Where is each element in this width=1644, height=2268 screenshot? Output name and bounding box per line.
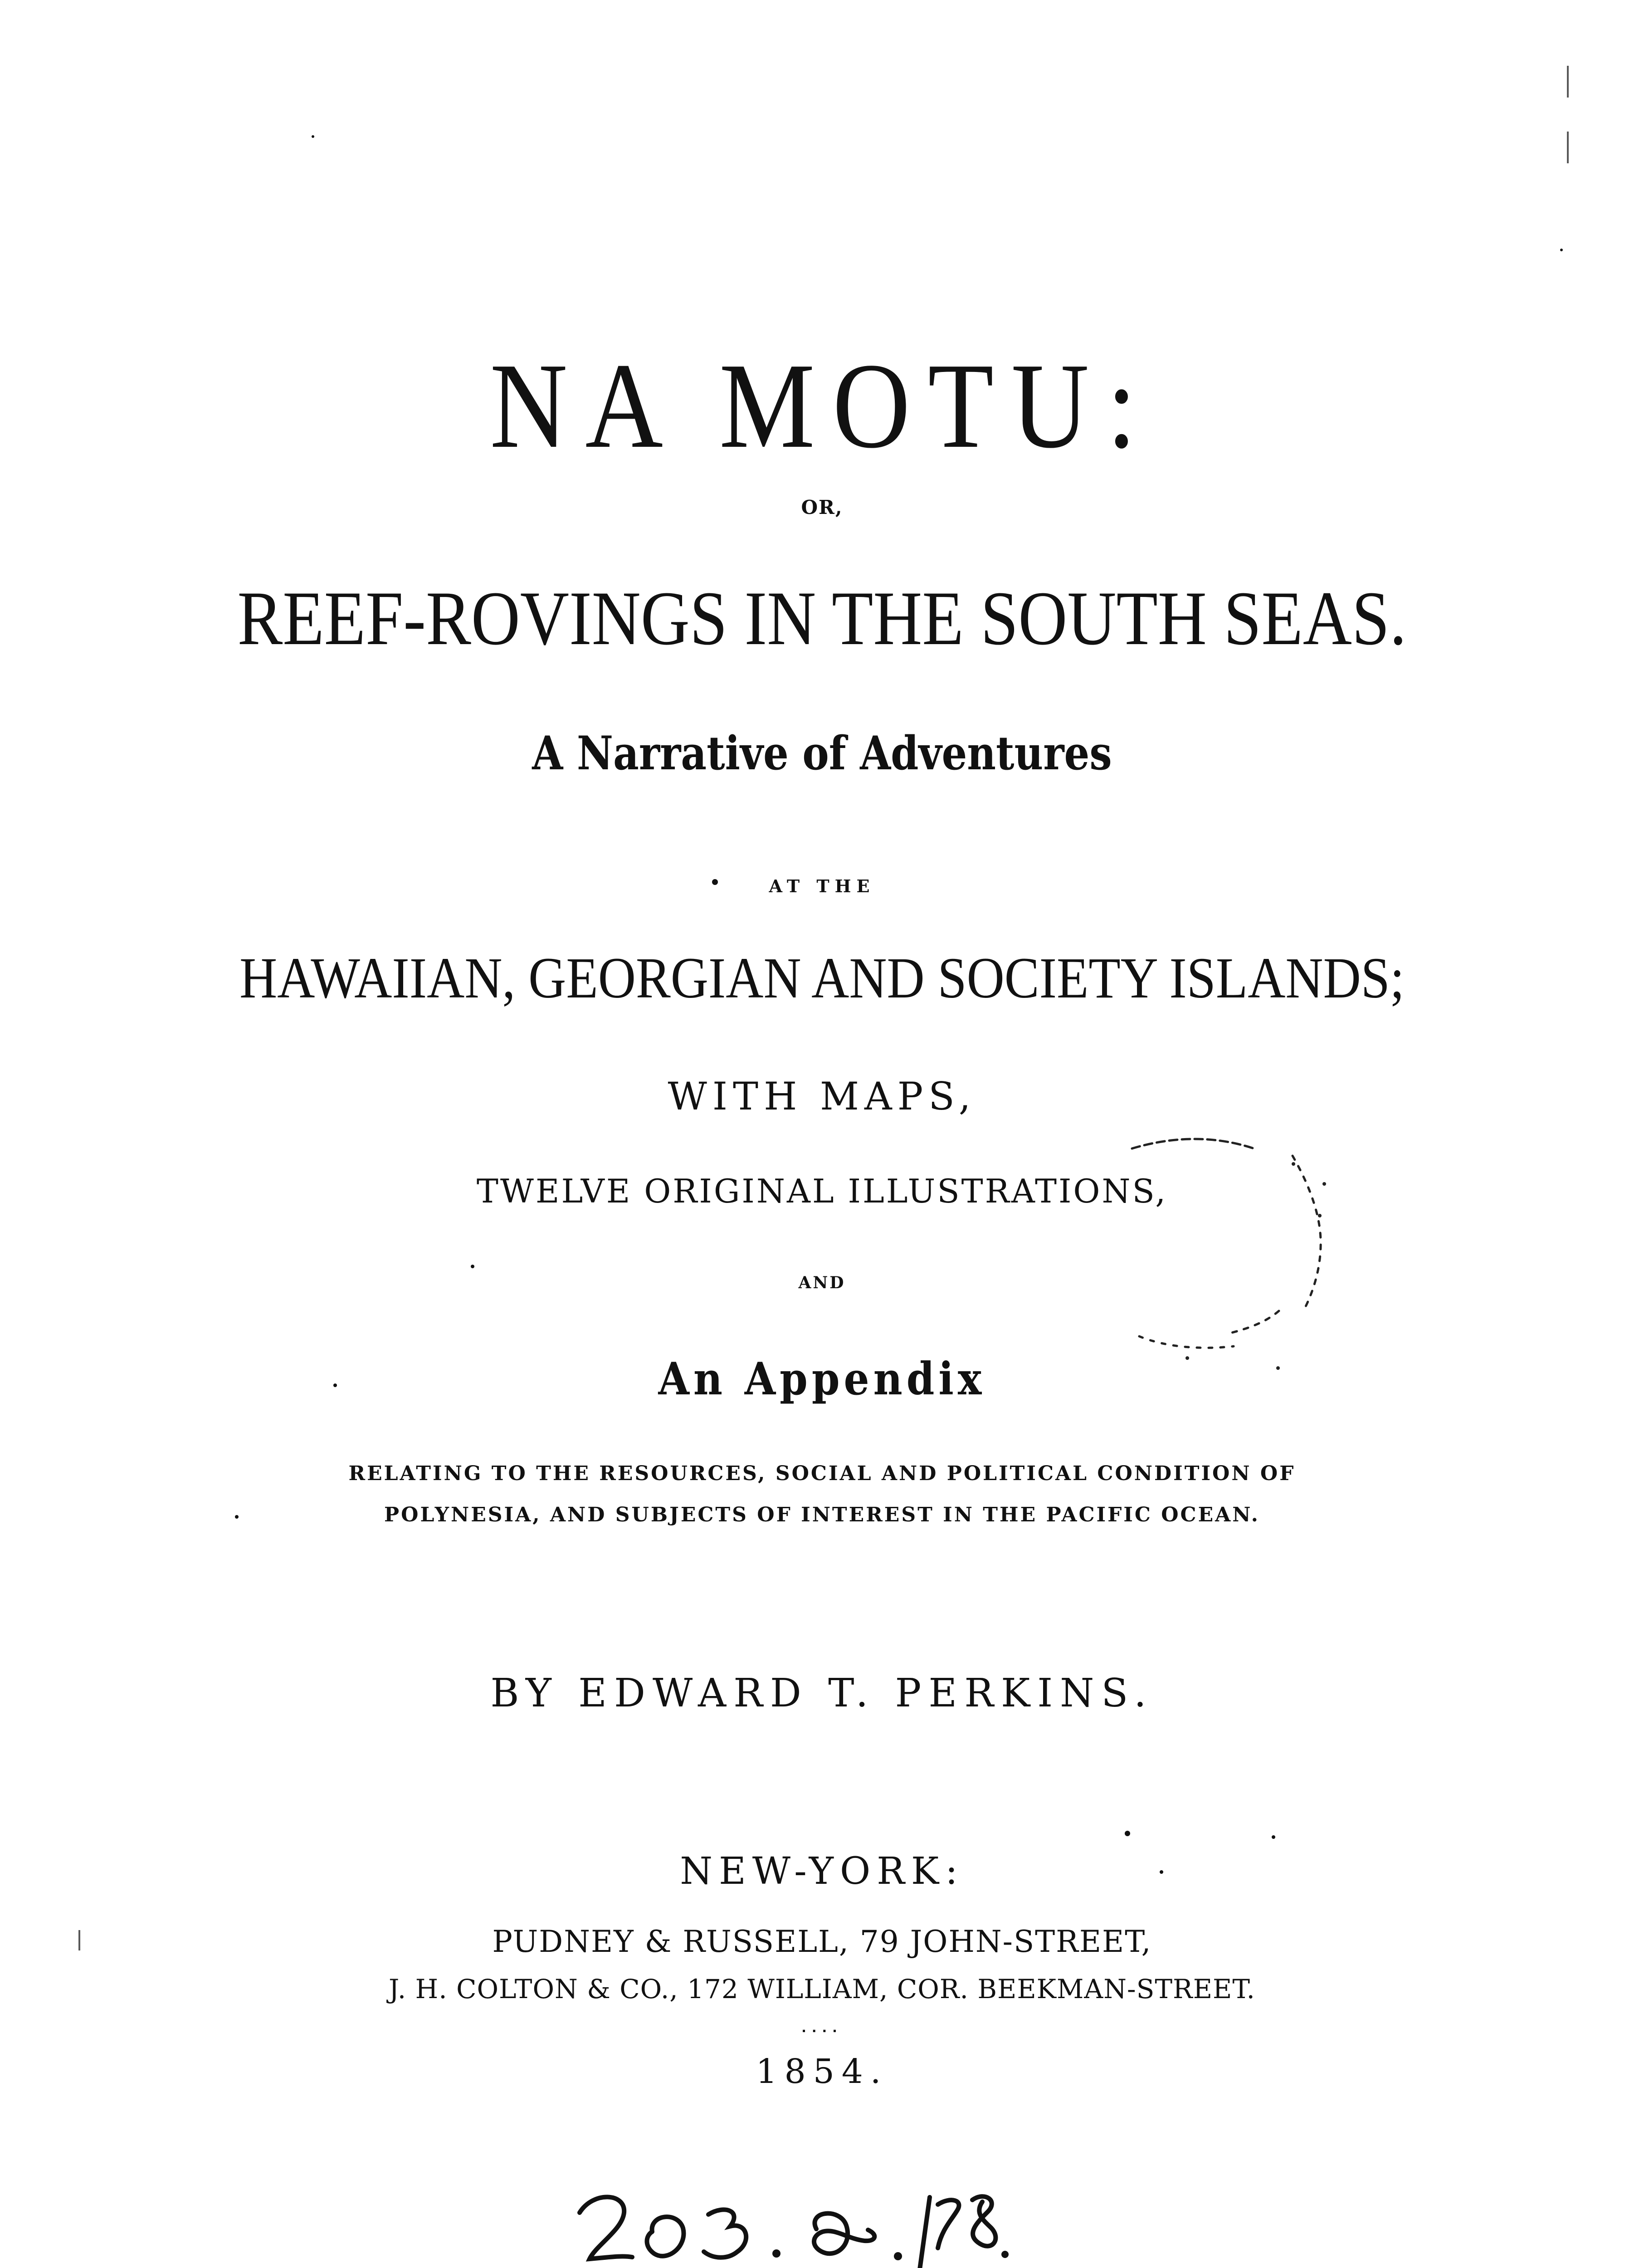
islands-line: HAWAIIAN, GEORGIAN AND SOCIETY ISLANDS;: [239, 946, 1405, 1010]
margin-tick-top-2: [1567, 132, 1569, 163]
maps-line: WITH MAPS,: [668, 1074, 976, 1119]
and-line: AND: [798, 1273, 846, 1292]
illustrations-line: TWELVE ORIGINAL ILLUSTRATIONS,: [476, 1172, 1168, 1210]
publication-year: 1854.: [756, 2052, 888, 2091]
margin-tick-left: [78, 1930, 80, 1950]
speck: [312, 135, 314, 138]
publisher-line-1: PUDNEY & RUSSELL, 79 JOHN-STREET,: [492, 1924, 1152, 1959]
speck: [1272, 1835, 1275, 1839]
publisher-line-2: J. H. COLTON & CO., 172 WILLIAM, COR. BEEKMAN-STREET.: [389, 1974, 1255, 2004]
book-title: NA MOTU:: [490, 338, 1154, 474]
speck: [1160, 1870, 1163, 1874]
speck: [1125, 1831, 1130, 1836]
margin-tick-top-1: [1567, 66, 1569, 98]
dot-separator: ....: [801, 2020, 843, 2035]
handwritten-shelfmark: [571, 2164, 1016, 2268]
book-subtitle: REEF-ROVINGS IN THE SOUTH SEAS.: [237, 576, 1407, 661]
speck: [1560, 249, 1563, 251]
speck: [235, 1515, 239, 1519]
faint-stamp-mark: [1098, 1120, 1351, 1402]
relating-line-1: RELATING TO THE RESOURCES, SOCIAL AND POLITICAL CONDITION OF: [348, 1462, 1296, 1485]
author-line: BY EDWARD T. PERKINS.: [490, 1671, 1154, 1716]
speck: [333, 1383, 337, 1387]
publication-city: NEW-YORK:: [680, 1850, 964, 1893]
relating-line-2: POLYNESIA, AND SUBJECTS OF INTEREST IN THE PACIFIC OCEAN.: [384, 1503, 1260, 1526]
or-connector: OR,: [801, 496, 843, 518]
appendix-line: An Appendix: [658, 1353, 986, 1405]
narrative-line: A Narrative of Adventures: [532, 726, 1112, 781]
speck: [712, 879, 718, 885]
shelfmark-drawing: [571, 2164, 1016, 2268]
at-the-line: AT THE: [769, 876, 875, 896]
speck: [471, 1265, 474, 1268]
